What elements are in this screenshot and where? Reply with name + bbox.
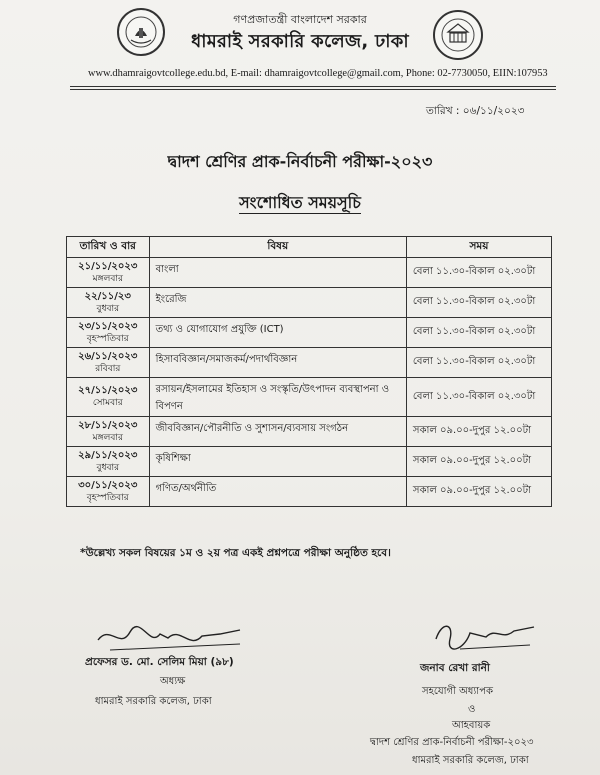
header-divider <box>70 86 556 87</box>
table-row <box>67 348 552 378</box>
exam-day: বুধবার <box>96 462 120 473</box>
exam-schedule-table <box>66 236 552 507</box>
subtitle-text: সংশোধিত সময়সূচি <box>239 193 361 212</box>
principal-institution: ধামরাই সরকারি কলেজ, ঢাকা <box>95 696 212 707</box>
time-cell: সকাল ০৯.০০-দুপুর ১২.০০টা <box>406 477 551 507</box>
date-cell <box>67 378 150 417</box>
table-row <box>67 447 552 477</box>
subject-cell: গণিত/অর্থনীতি <box>149 477 406 507</box>
header-subject: বিষয় <box>149 237 406 258</box>
exam-date: ২১/১১/২০২৩ <box>78 260 138 272</box>
exam-date: ৩০/১১/২০২৩ <box>78 479 138 491</box>
exam-day: মঙ্গলবার <box>92 273 123 284</box>
table-row <box>67 417 552 447</box>
date-cell <box>67 348 150 378</box>
time-cell: সকাল ০৯.০০-দুপুর ১২.০০টা <box>406 447 551 477</box>
date-cell <box>67 318 150 348</box>
exam-date: ২২/১১/২৩ <box>84 290 131 302</box>
header-time: সময় <box>406 237 551 258</box>
time-cell: বেলা ১১.৩০-বিকাল ০২.৩০টা <box>406 288 551 318</box>
subject-cell: রসায়ন/ইসলামের ইতিহাস ও সংস্কৃতি/উৎপাদন ব্যবস্থাপনা ও বিপণন <box>149 378 406 417</box>
issue-date: তারিখ : ০৬/১১/২০২৩ <box>426 105 525 117</box>
exam-date: ২৯/১১/২০২৩ <box>78 449 138 461</box>
subject-cell: হিসাববিজ্ঞান/সমাজকর্ম/পদার্থবিজ্ঞান <box>149 348 406 378</box>
table-row <box>67 288 552 318</box>
time-cell: বেলা ১১.৩০-বিকাল ০২.৩০টা <box>406 318 551 348</box>
convener-exam: দ্বাদশ শ্রেণির প্রাক-নির্বাচনী পরীক্ষা-২০২৩ <box>370 737 534 748</box>
exam-day: সোমবার <box>92 398 123 408</box>
time-cell: সকাল ০৯.০০-দুপুর ১২.০০টা <box>406 417 551 447</box>
exam-day: বৃহস্পতিবার <box>86 492 129 503</box>
exam-day: বুধবার <box>96 303 120 314</box>
subject-cell: কৃষিশিক্ষা <box>149 447 406 477</box>
exam-date: ২৩/১১/২০২৩ <box>78 320 138 332</box>
exam-day: বৃহস্পতিবার <box>86 333 129 344</box>
page-title: দ্বাদশ শ্রেণির প্রাক-নির্বাচনী পরীক্ষা-২০২৩ <box>167 152 433 171</box>
subject-cell: তথ্য ও যোগাযোগ প্রযুক্তি (ICT) <box>149 318 406 348</box>
convener-signature-icon <box>430 615 540 660</box>
date-cell <box>67 258 150 288</box>
page-subtitle <box>0 190 600 217</box>
exam-date: ২৮/১১/২০২৩ <box>78 419 138 431</box>
time-cell: বেলা ১১.৩০-বিকাল ০২.৩০টা <box>406 258 551 288</box>
convener-name: জনাব রেখা রানী <box>420 662 490 674</box>
time-cell: বেলা ১১.৩০-বিকাল ০২.৩০টা <box>406 348 551 378</box>
date-cell <box>67 477 150 507</box>
header-date-day: তারিখ ও বার <box>67 237 150 258</box>
exam-date: ২৭/১১/২০২৩ <box>78 385 138 396</box>
footnote: *উল্লেখ্য সকল বিষয়ের ১ম ও ২য় পত্র একই প্রশ্নপত্রে পরীক্ষা অনুষ্ঠিত হবে। <box>80 547 391 559</box>
table-row <box>67 378 552 417</box>
table-row <box>67 318 552 348</box>
convener-designation: সহযোগী অধ্যাপক <box>422 686 493 697</box>
table-row <box>67 258 552 288</box>
subject-cell: ইংরেজি <box>149 288 406 318</box>
convener-conjunction: ও <box>468 704 476 715</box>
table-row <box>67 477 552 507</box>
exam-day: রবিবার <box>95 363 121 374</box>
principal-name: প্রফেসর ড. মো. সেলিম মিয়া (৯৮) <box>85 656 234 668</box>
time-cell: বেলা ১১.৩০-বিকাল ০২.৩০টা <box>406 378 551 417</box>
exam-day: মঙ্গলবার <box>92 432 123 443</box>
date-cell <box>67 447 150 477</box>
convener-role: আহবায়ক <box>452 720 491 731</box>
date-cell <box>67 417 150 447</box>
government-name: গণপ্রজাতন্ত্রী বাংলাদেশ সরকার <box>233 13 367 26</box>
contact-line: www.dhamraigovtcollege.edu.bd, E-mail: dhamraigovtcollege@gmail.com, Phone: 02-7730050, EIIN:107953 <box>88 68 548 79</box>
principal-designation: অধ্যক্ষ <box>160 676 186 687</box>
college-name: ধামরাই সরকারি কলেজ, ঢাকা <box>191 31 409 52</box>
header-divider-secondary <box>70 89 556 90</box>
exam-date: ২৬/১১/২০২৩ <box>78 350 138 362</box>
convener-institution: ধামরাই সরকারি কলেজ, ঢাকা <box>412 755 529 766</box>
table-header-row <box>67 237 552 258</box>
date-cell <box>67 288 150 318</box>
subject-cell: বাংলা <box>149 258 406 288</box>
principal-signature-icon <box>90 620 250 660</box>
subject-cell: জীববিজ্ঞান/পৌরনীতি ও সুশাসন/ব্যবসায় সংগঠন <box>149 417 406 447</box>
